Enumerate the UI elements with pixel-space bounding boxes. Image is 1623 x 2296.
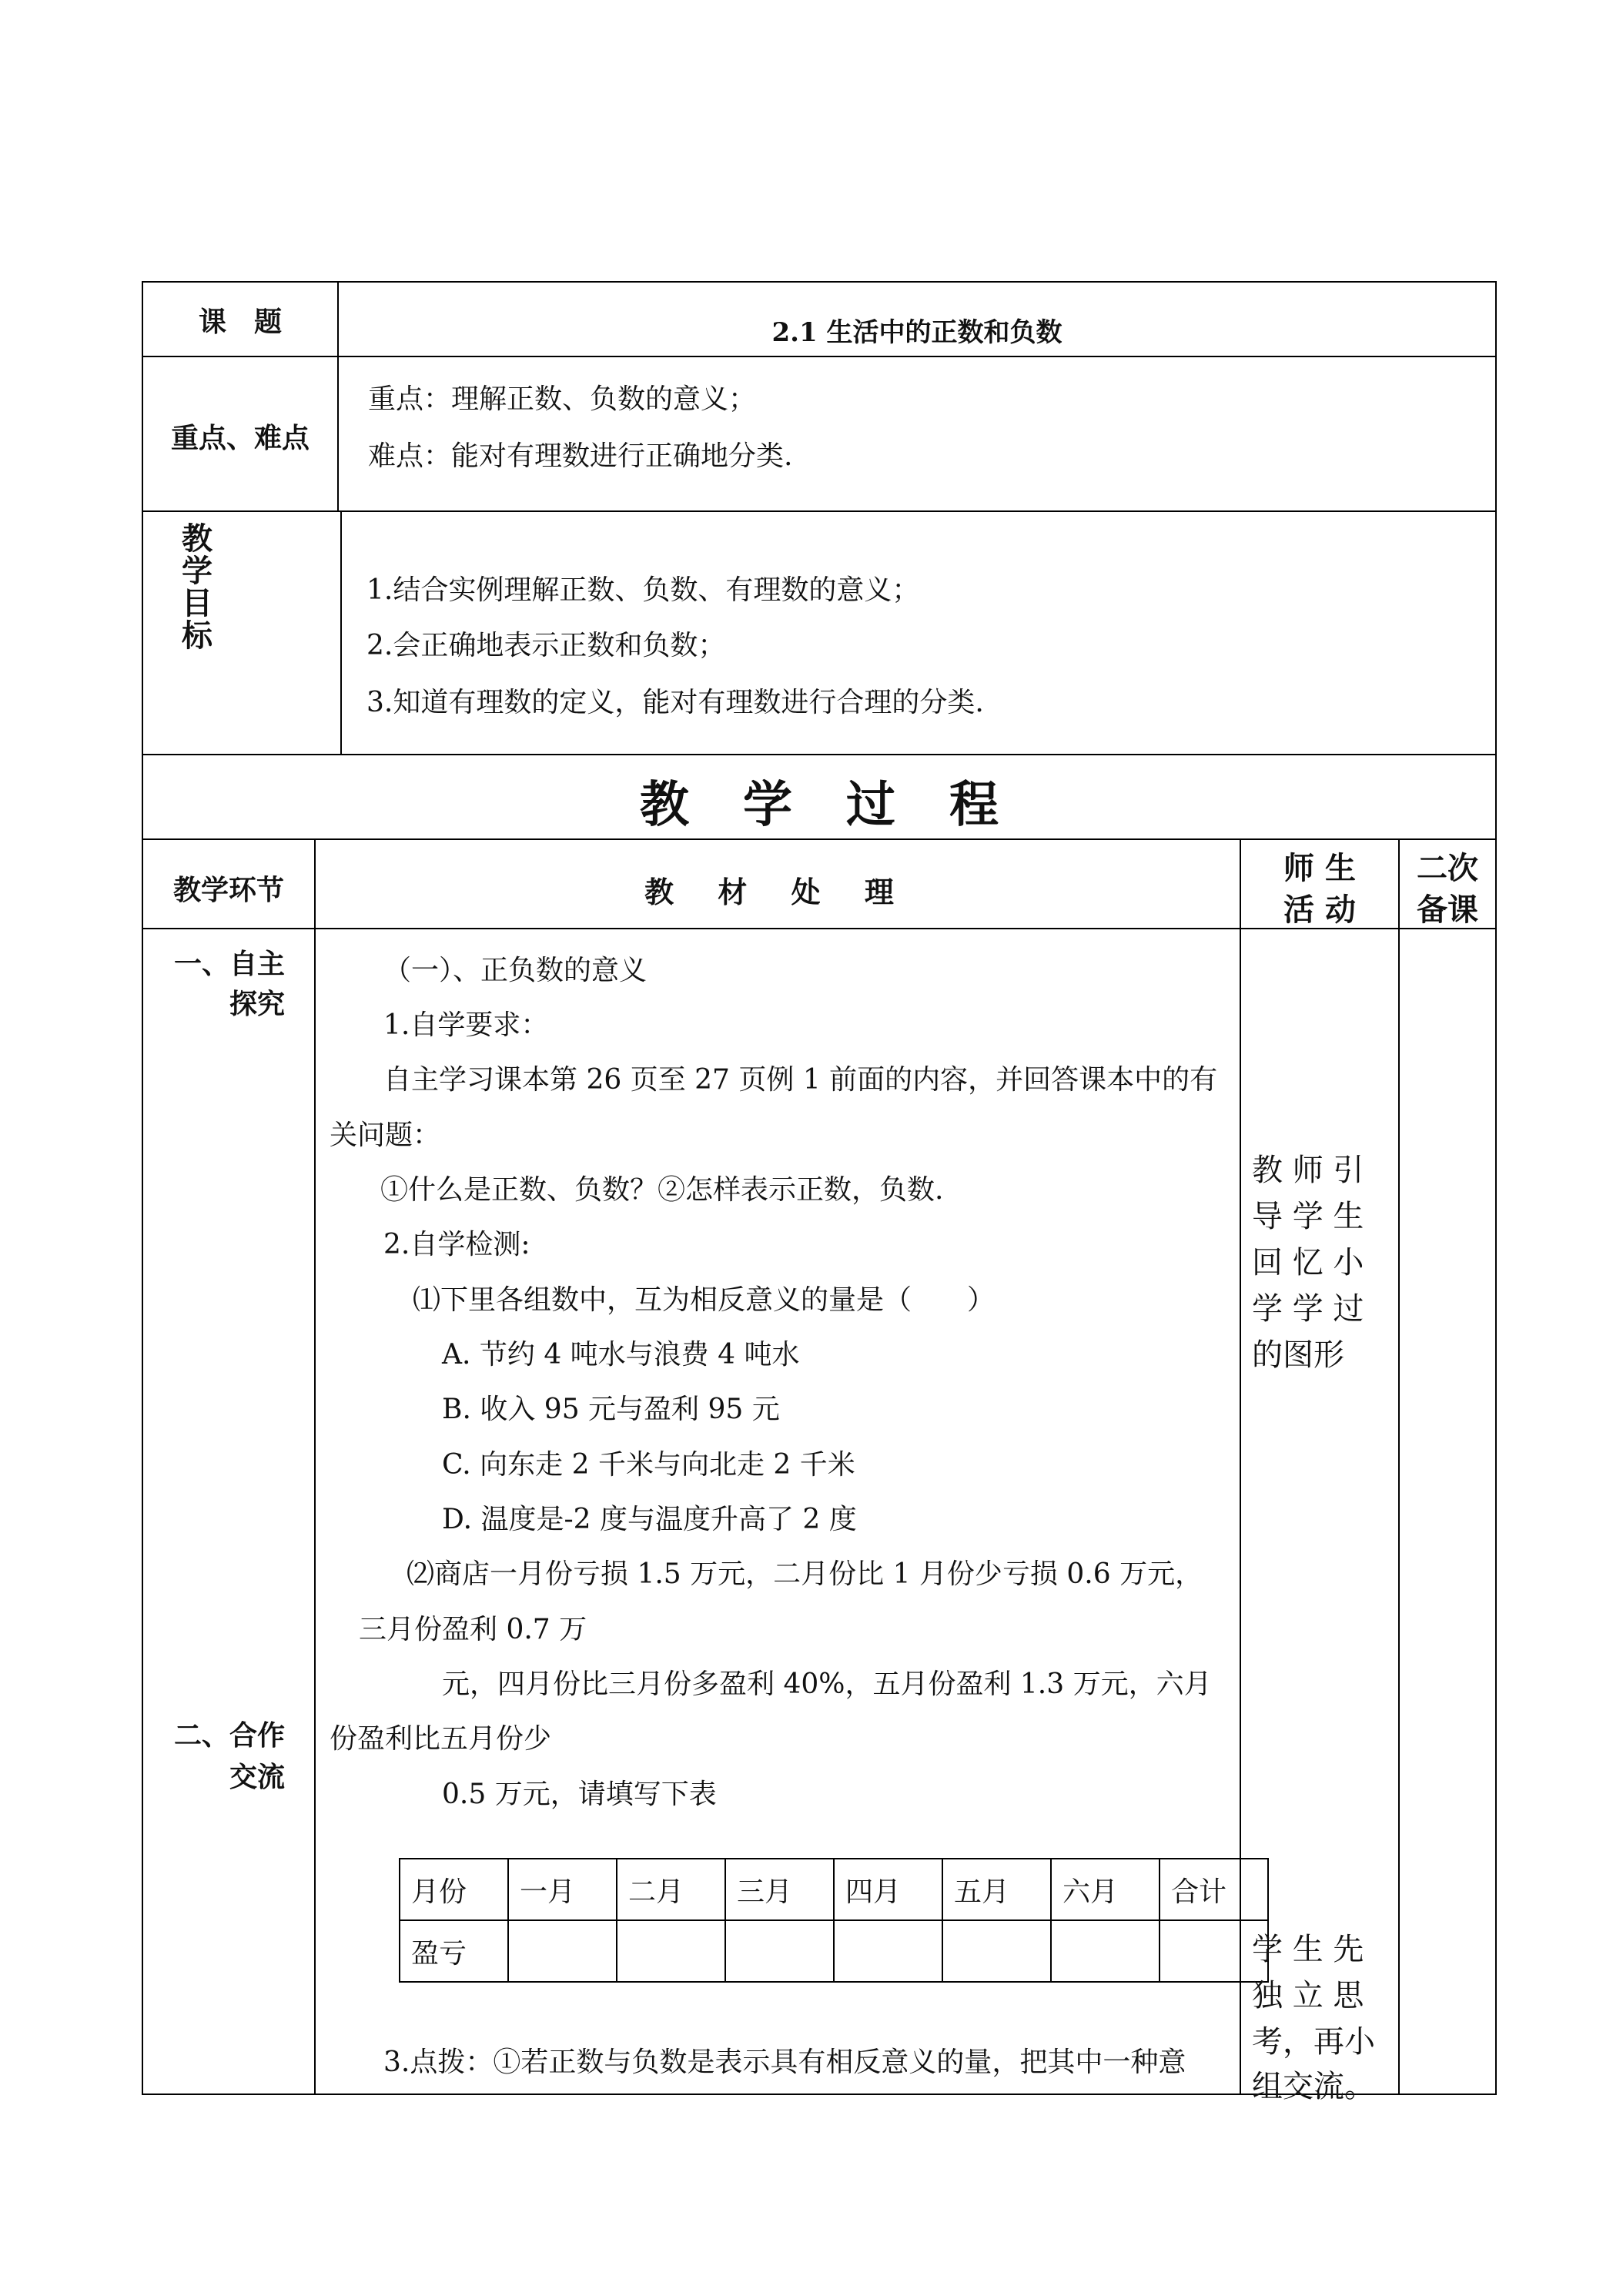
topic-label: 课 题: [198, 306, 282, 338]
table-cell-empty: [834, 1920, 942, 1982]
activity-line: 学 学 过: [1252, 1291, 1364, 1327]
col-divider: [314, 838, 316, 2094]
content-line: D. 温度是-2 度与温度升高了 2 度: [442, 1504, 857, 1535]
section-label-first: 一、自主: [174, 948, 286, 980]
col-header-second-2: 备课: [1417, 892, 1478, 928]
table-header-cell: 月份: [400, 1859, 508, 1920]
row-divider: [142, 510, 1497, 512]
table-cell-empty: [617, 1920, 725, 1982]
table-cell-empty: [942, 1920, 1051, 1982]
difficult-point: 难点：能对有理数进行正确地分类.: [368, 440, 793, 472]
goal-item: 2.会正确地表示正数和负数；: [366, 630, 726, 661]
col-header-activity-2: 活 动: [1283, 892, 1356, 928]
section-label-first: 探究: [229, 988, 286, 1020]
content-line: C. 向东走 2 千米与向北走 2 千米: [442, 1449, 855, 1481]
row-divider: [142, 838, 1497, 840]
activity-line: 学 生 先: [1252, 1932, 1364, 1967]
activity-line: 考，再小: [1252, 2024, 1375, 2060]
col-header-second-1: 二次: [1417, 850, 1478, 886]
content-line: 关问题：: [330, 1120, 441, 1151]
section-label-second: 二、合作: [174, 1719, 286, 1752]
table-border-right: [1495, 281, 1497, 2095]
table-header-cell: 二月: [617, 1859, 725, 1920]
table-row: [400, 1859, 1268, 1920]
content-line: ⑵商店一月份亏损 1.5 万元，二月份比 1 月份少亏损 0.6 万元，: [407, 1558, 1203, 1590]
goal-item: 3.知道有理数的定义，能对有理数进行合理的分类.: [366, 687, 984, 718]
goal-item: 1.结合实例理解正数、负数、有理数的意义；: [366, 574, 920, 606]
table-header-cell: 一月: [508, 1859, 617, 1920]
table-border-left: [142, 281, 143, 2095]
table-row: [400, 1920, 1268, 1982]
col-header-section: 教学环节: [172, 874, 284, 906]
col-header-material: 教 材 处 理: [644, 875, 911, 909]
table-header-cell: 五月: [942, 1859, 1051, 1920]
goals-label-2: 学: [182, 553, 212, 589]
activity-line: 教 师 引: [1252, 1153, 1364, 1188]
goals-label-4: 标: [182, 618, 212, 654]
table-header-cell: 合计: [1160, 1859, 1268, 1920]
table-header-cell: 四月: [834, 1859, 942, 1920]
key-label: 重点、难点: [170, 422, 310, 454]
goals-label-3: 目: [182, 585, 212, 621]
section-label-second: 交流: [229, 1761, 286, 1793]
row-divider: [142, 754, 1497, 755]
content-line: 0.5 万元，请填写下表: [442, 1779, 717, 1810]
month-profit-table: [399, 1858, 1269, 1983]
content-line: 2.自学检测:: [383, 1229, 530, 1260]
table-header-cell: 六月: [1051, 1859, 1160, 1920]
table-border-top: [142, 281, 1497, 283]
content-line: 自主学习课本第 26 页至 27 页例 1 前面的内容，并回答课本中的有: [383, 1064, 1218, 1096]
row-divider: [142, 356, 1497, 357]
content-line: 1.自学要求：: [383, 1009, 549, 1041]
col-divider: [340, 510, 342, 755]
col-divider: [1398, 838, 1400, 2094]
activity-line: 的图形: [1252, 1337, 1344, 1373]
table-header-cell: 三月: [725, 1859, 834, 1920]
content-line: B. 收入 95 元与盈利 95 元: [442, 1394, 780, 1425]
content-line: 份盈利比五月份少: [330, 1723, 552, 1755]
content-line: 元，四月份比三月份多盈利 40%，五月份盈利 1.3 万元，六月: [442, 1668, 1212, 1700]
table-cell-empty: [508, 1920, 617, 1982]
table-cell-empty: [1051, 1920, 1160, 1982]
key-point: 重点：理解正数、负数的意义；: [368, 383, 757, 415]
content-line: （一）、正负数的意义: [383, 955, 648, 986]
content-line: ①什么是正数、负数？②怎样表示正数，负数.: [380, 1174, 944, 1206]
activity-line: 导 学 生: [1252, 1199, 1364, 1234]
table-row-label: 盈亏: [400, 1920, 508, 1982]
activity-line: 回 忆 小: [1252, 1245, 1364, 1280]
content-line: 3.点拨：①若正数与负数是表示具有相反意义的量，把其中一种意: [383, 2047, 1186, 2078]
col-header-activity-1: 师 生: [1283, 850, 1356, 886]
activity-line: 组交流。: [1252, 2069, 1375, 2104]
content-line: 三月份盈利 0.7 万: [359, 1614, 587, 1645]
process-title: 教学过程: [640, 776, 1052, 834]
table-cell-empty: [725, 1920, 834, 1982]
content-line: ⑴下里各组数中，互为相反意义的量是（ ）: [413, 1284, 996, 1316]
activity-line: 独 立 思: [1252, 1978, 1364, 2013]
content-line: A. 节约 4 吨水与浪费 4 吨水: [442, 1339, 800, 1371]
topic-value: 2.1 生活中的正数和负数: [771, 317, 1062, 348]
goals-label-1: 教: [182, 520, 212, 557]
